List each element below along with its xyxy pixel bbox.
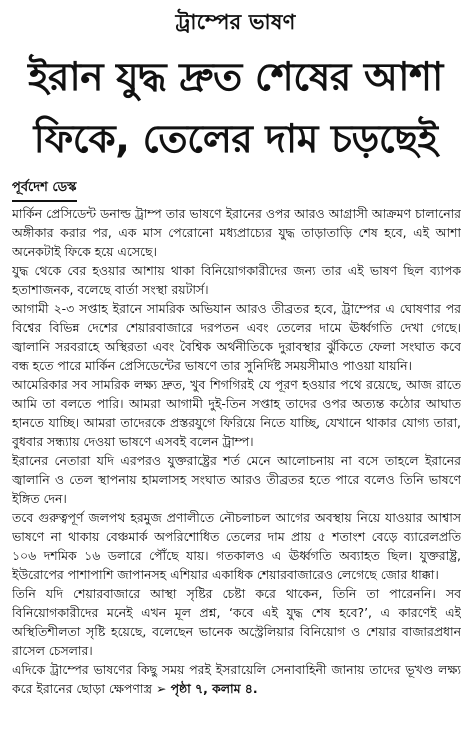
kicker: ট্রাম্পের ভাষণ [175,10,296,34]
paragraph-text: এদিকে ট্রাম্পের ভাষণের কিছু সময় পরই ইসরায়েলি সেনাবাহিনী জানায় তাদের ভূখণ্ড লক্ষ্য করে ইরানের ছোড়া ক্ষেপণাস্ত্র [12,662,461,696]
continued-on-page-link[interactable]: ➢ পৃষ্ঠা ৭, কলাম ৪. [155,681,258,696]
headline-line-2: ফিকে, তেলের দাম চড়ছেই [33,117,438,162]
paragraph: মার্কিন প্রেসিডেন্ট ডনাল্ড ট্রাম্প তার ভাষণে ইরানের ওপর আরও আগ্রাসী আক্রমণ চালানোর অঙ্গীকার করার পর, এক মাস পেরোনো মধ্যপ্রাচ্যের যুদ্ধ তাড়াতাড়ি শেষ হবে, এই আশা অনেকটাই ফিকে হয়ে এসেছে। [12,206,461,259]
paragraph: তিনি যদি শেয়ারবাজারে আস্থা সৃষ্টির চেষ্টা করে থাকেন, তিনি তা পারেননি। সব বিনিয়োগকারীদের মনেই এখন মূল প্রশ্ন, ‘কবে এই যুদ্ধ শেষ হবে?’, এ কারণেই এই অস্থিতিশীলতা সৃষ্টি হয়েছে, বলেছেন ভানেক অস্ট্রেলিয়ার বিনিয়োগ ও শেয়ার বাজারপ্রধান রাসেল চেসলার। [12,586,461,658]
paragraph-last [12,660,461,698]
paragraph: আগামী ২-৩ সপ্তাহ ইরানে সামরিক অভিযান আরও তীব্রতর হবে, ট্রাম্পের এ ঘোষণার পর বিশ্বের বিভিন্ন দেশের শেয়ারবাজারে দরপতন এবং তেলের দামে ঊর্ধ্বগতি দেখা গেছে। জ্বালানি সরবরাহে অস্থিরতা এবং বৈশ্বিক অর্থনীতিকে দুরাবস্থার ঝুঁকিতে ফেলা সংঘাত কবে বন্ধ হতে পারে মার্কিন প্রেসিডেন্টের ভাষণে তার সুনির্দিষ্ট সময়সীমাও পাওয়া যায়নি। [12,301,461,373]
paragraph: ইরানের নেতারা যদি এরপরও যুক্তরাষ্ট্রের শর্ত মেনে আলোচনায় না বসে তাহলে ইরানের জ্বালানি ও তেল স্থাপনায় হামলাসহ সংঘাত আরও তীব্রতর হতে পারে বলেও তিনি ভাষণে ইঙ্গিত দেন। [12,453,461,506]
paragraph: যুদ্ধ থেকে বের হওয়ার আশায় থাকা বিনিয়োগকারীদের জন্য তার এই ভাষণ ছিল ব্যাপক হতাশাজনক, বলেছে বার্তা সংস্থা রয়টার্স। [12,263,461,297]
byline: পূর্বদেশ ডেস্ক [12,178,77,202]
paragraph: তবে গুরুত্বপূর্ণ জলপথ হরমুজ প্রণালীতে নৌচলাচল আগের অবস্থায় নিয়ে যাওয়ার আশ্বাস ভাষণে না থাকায় বেঞ্চমার্ক অপরিশোধিত তেলের দাম প্রায় ৫ শতাংশ বেড়ে ব্যারেলপ্রতি ১০৬ দশমিক ১৬ ডলারে পৌঁছে যায়। গতকালও এ ঊর্ধ্বগতি অব্যাহত ছিল। যুক্তরাষ্ট্র, ইউরোপের পাশাপাশি জাপানসহ এশিয়ার একাধিক শেয়ারবাজারেও লেগেছে জোর ধাক্কা। [12,510,461,582]
article-body [12,204,461,726]
paragraph: আমেরিকার সব সামরিক লক্ষ্য দ্রুত, খুব শিগগিরই যে পূরণ হওয়ার পথে রয়েছে, আজ রাতে আমি তা বলতে পারি। আমরা আগামী দুই-তিন সপ্তাহ তাদের ওপর অত্যন্ত কঠোর আঘাত হানতে যাচ্ছি। আমরা তাদেরকে প্রস্তরযুগে ফিরিয়ে নিতে যাচ্ছি, যেখানে থাকার যোগ্য তারা, বুধবার সন্ধ্যায় দেওয়া ভাষণে এসবই বলেন ট্রাম্প। [12,377,461,449]
headline-line-1: ইরান যুদ্ধ দ্রুত শেষের আশা [28,55,443,100]
